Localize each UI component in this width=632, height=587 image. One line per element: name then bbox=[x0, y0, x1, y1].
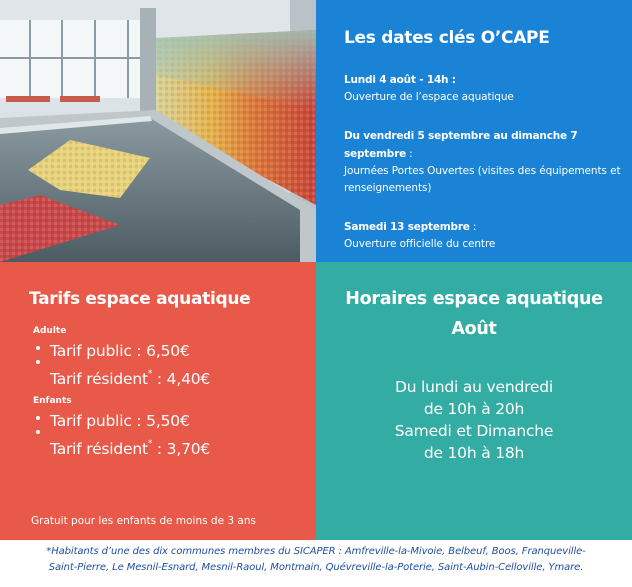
resident-value: : 4,40€ bbox=[152, 370, 211, 388]
resident-label: Tarif résident bbox=[50, 370, 148, 388]
event-description: Ouverture officielle du centre bbox=[344, 237, 496, 250]
bullet-icon bbox=[36, 416, 40, 420]
opening-hours-title bbox=[316, 284, 632, 344]
event-item bbox=[344, 218, 622, 254]
adult-label: Adulte bbox=[33, 326, 67, 336]
event-description: Journées Portes Ouvertes (visites des équipements et renseignements) bbox=[344, 164, 621, 194]
adult-public-price: Tarif public : 6,50€ bbox=[50, 342, 190, 360]
pricing-title: Tarifs espace aquatique bbox=[29, 289, 251, 309]
key-dates-panel bbox=[316, 0, 632, 262]
footnote bbox=[0, 540, 632, 587]
pool-photo bbox=[0, 0, 316, 262]
pool-photo-illustration bbox=[0, 0, 316, 262]
event-date: Lundi 4 août - 14h : bbox=[344, 74, 456, 86]
adult-resident-price bbox=[50, 370, 210, 388]
footnote-line: *Habitants d’une des dix communes membres du SICAPER : Amfreville-la-Mivoie, Belbeuf, Boos, Franqueville- bbox=[46, 546, 586, 557]
event-date-suffix: : bbox=[469, 220, 477, 233]
resident-asterisk: * bbox=[147, 439, 153, 449]
schedule-line: Samedi et Dimanche bbox=[394, 422, 554, 440]
free-under-3-note: Gratuit pour les enfants de moins de 3 ans bbox=[31, 515, 256, 527]
event-date-text: Samedi 13 septembre bbox=[344, 220, 470, 233]
event-date-text: Du vendredi 5 septembre au dimanche 7 septembre bbox=[344, 129, 578, 160]
event-date-suffix: : bbox=[406, 147, 413, 160]
key-dates-title: Les dates clés O’CAPE bbox=[344, 28, 550, 48]
resident-label: Tarif résident bbox=[50, 440, 148, 458]
resident-value: : 3,70€ bbox=[152, 440, 211, 458]
bullet-icon bbox=[36, 360, 40, 364]
event-description: Ouverture de l’espace aquatique bbox=[344, 91, 514, 103]
opening-hours-schedule bbox=[316, 376, 632, 464]
children-public-price: Tarif public : 5,50€ bbox=[50, 412, 190, 430]
children-resident-price bbox=[50, 440, 210, 458]
schedule-line: de 10h à 20h bbox=[423, 400, 525, 418]
pricing-panel bbox=[0, 262, 316, 540]
event-date bbox=[344, 218, 622, 236]
schedule-line: de 10h à 18h bbox=[423, 444, 525, 462]
opening-hours-panel bbox=[316, 262, 632, 540]
schedule-line: Du lundi au vendredi bbox=[394, 378, 554, 396]
resident-asterisk: * bbox=[147, 369, 153, 379]
opening-hours-month: Août bbox=[451, 319, 497, 339]
opening-hours-title-line1: Horaires espace aquatique bbox=[345, 289, 603, 309]
children-label: Enfants bbox=[33, 396, 72, 406]
event-item bbox=[344, 71, 622, 107]
event-item bbox=[344, 127, 622, 198]
bullet-icon bbox=[36, 430, 40, 434]
footnote-line: Saint-Pierre, Le Mesnil-Esnard, Mesnil-Raoul, Montmain, Quévreville-la-Poterie, Saint-Aubin-Celloville, Ymare. bbox=[48, 562, 584, 573]
bullet-icon bbox=[36, 346, 40, 350]
event-date bbox=[344, 127, 622, 163]
